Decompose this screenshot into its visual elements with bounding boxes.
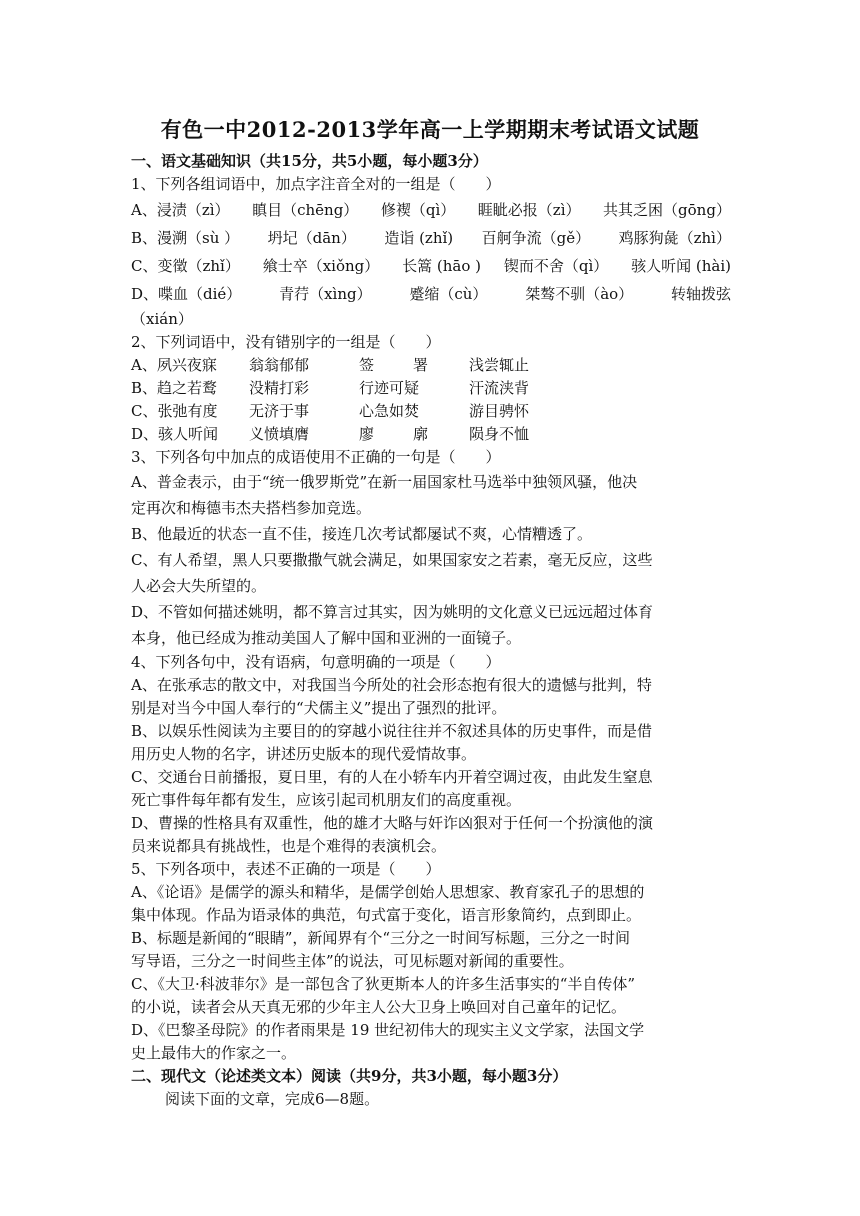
q1-a-item: 共其乏困（gōng） (603, 201, 731, 219)
q2-c-item: 游目骋怀 (469, 402, 530, 420)
q3-line: A、普金表示，由于“统一俄罗斯党”在新一届国家杜马选举中独领风骚，他决 (131, 473, 638, 491)
q2-a-item: 翁翁郁郁 (249, 356, 310, 374)
q4-line: A、在张承志的散文中，对我国当今所处的社会形态抱有很大的遗憾与批判，特 (131, 676, 652, 694)
q1-d-item: D、喋血（dié） (131, 285, 242, 303)
q2-option-a (131, 354, 731, 377)
q4-line: 用历史人物的名字，讲述历史版本的现代爱情故事。 (131, 745, 477, 763)
q1-d-item: 蹙缩（cù） (409, 285, 488, 303)
q4-line: C、交通台日前播报，夏日里，有的人在小轿车内开着空调过夜，由此发生窒息 (131, 768, 653, 786)
q2-stem: 2、下列词语中，没有错别字的一组是（ ） (131, 333, 441, 351)
q5-line: A、《论语》是儒学的源头和精华，是儒学创始人思想家、教育家孔子的思想的 (131, 883, 645, 901)
q2-d-item: 廓 (413, 425, 429, 443)
q2-a-item: 署 (413, 356, 429, 374)
q1-option-d (131, 280, 731, 308)
q1-b-item: 坍圮（dān） (267, 229, 356, 247)
q5-line: B、标题是新闻的“眼睛”，新闻界有个“三分之一时间写标题，三分之一时间 (131, 929, 631, 947)
q1-d-item: 青荇（xìng） (279, 285, 372, 303)
q2-b-item: B、趋之若鹜 (131, 379, 218, 397)
q2-d-item: D、骇人听闻 (131, 425, 219, 443)
q2-d-item: 义愤填膺 (249, 425, 310, 443)
q1-d-item: 转轴拨弦 (670, 285, 731, 303)
section-1-heading: 一、语文基础知识（共15分，共5小题，每小题3分） (131, 152, 488, 170)
q1-c-item: 长篙 (hāo ) (402, 257, 481, 275)
q5-line: C、《大卫·科波菲尔》是一部包含了狄更斯本人的许多生活事实的“半自传体” (131, 975, 636, 993)
q1-b-item: 百舸争流（gě） (481, 229, 591, 247)
exam-title: 有色一中2012-2013学年高一上学期期末考试语文试题 (160, 117, 700, 142)
q4-line: 别是对当今中国人奉行的“犬儒主义”提出了强烈的批评。 (131, 699, 507, 717)
q5-line: 集中体现。作品为语录体的典范，句式富于变化，语言形象简约，点到即止。 (131, 906, 642, 924)
q1-stem: 1、下列各组词语中，加点字注音全对的一组是（ ） (131, 175, 501, 193)
section-2-heading: 二、现代文（论述类文本）阅读（共9分，共3小题，每小题3分） (131, 1067, 568, 1085)
q1-c-item: 骇人听闻 (hài) (631, 257, 731, 275)
q4-line: D、曹操的性格具有双重性，他的雄才大略与奸诈凶狠对于任何一个扮演他的演 (131, 814, 654, 832)
q1-b-item: 鸡豚狗彘（zhì） (618, 229, 731, 247)
q3-line: 定再次和梅德韦杰夫搭档参加竞选。 (131, 499, 372, 517)
q1-b-item: 造诣 (zhǐ) (384, 229, 454, 247)
q1-a-item: A、浸渍（zì） (131, 201, 230, 219)
q2-d-item: 陨身不恤 (469, 425, 530, 443)
q1-c-item: 飨士卒（xiǒng） (262, 257, 380, 275)
q3-line: C、有人希望，黑人只要撒撒气就会满足，如果国家安之若素，毫无反应，这些 (131, 551, 653, 569)
q1-option-b (131, 224, 731, 252)
q3-line: 人必会大失所望的。 (131, 577, 267, 595)
q5-line: D、《巴黎圣母院》的作者雨果是 19 世纪初伟大的现实主义文学家，法国文学 (131, 1021, 645, 1039)
q1-a-item: 睚眦必报（zì） (477, 201, 581, 219)
q2-c-item: 无济于事 (249, 402, 310, 420)
q4-line: B、以娱乐性阅读为主要目的的穿越小说往往并不叙述具体的历史事件，而是借 (131, 722, 653, 740)
q3-stem: 3、下列各句中加点的成语使用不正确的一句是（ ） (131, 448, 501, 466)
q1-a-item: 瞋目（chēng） (252, 201, 359, 219)
q2-d-item: 廖 (359, 425, 375, 443)
q1-c-item: 锲而不舍（qì） (503, 257, 609, 275)
q5-line: 史上最伟大的作家之一。 (131, 1044, 297, 1062)
q4-stem: 4、下列各句中，没有语病，句意明确的一项是（ ） (131, 653, 501, 671)
q1-option-d-tail: （xián） (131, 310, 193, 328)
q2-c-item: 心急如焚 (359, 402, 420, 420)
q1-c-item: C、变徵（zhǐ） (131, 257, 240, 275)
q4-line: 死亡事件每年都有发生，应该引起司机朋友们的高度重视。 (131, 791, 522, 809)
q3-line: B、他最近的状态一直不佳，接连几次考试都屡试不爽，心情糟透了。 (131, 525, 593, 543)
q2-b-item: 没精打彩 (249, 379, 310, 397)
q1-a-item: 修褉（qì） (380, 201, 456, 219)
q4-line: 员来说都具有挑战性，也是个难得的表演机会。 (131, 837, 447, 855)
q1-d-item: 桀骜不驯（ào） (525, 285, 634, 303)
q2-option-b (131, 377, 731, 400)
q1-option-c (131, 252, 731, 280)
section-2-instruction: 阅读下面的文章，完成6—8题。 (165, 1090, 380, 1108)
q2-b-item: 行迹可疑 (359, 379, 420, 397)
q2-a-item: 浅尝辄止 (469, 356, 530, 374)
q2-c-item: C、张弛有度 (131, 402, 218, 420)
q5-stem: 5、下列各项中，表述不正确的一项是（ ） (131, 860, 441, 878)
q1-b-item: B、漫溯（sù ） (131, 229, 240, 247)
q5-line: 写导语，三分之一时间些主体”的说法，可见标题对新闻的重要性。 (131, 952, 574, 970)
q5-line: 的小说，读者会从天真无邪的少年主人公大卫身上唤回对自己童年的记忆。 (131, 998, 627, 1016)
q2-option-d (131, 423, 731, 446)
q3-line: 本身，他已经成为推动美国人了解中国和亚洲的一面镜子。 (131, 629, 522, 647)
q2-option-c (131, 400, 731, 423)
exam-content (131, 150, 731, 1111)
q2-a-item: 签 (359, 356, 375, 374)
q2-b-item: 汗流浃背 (469, 379, 530, 397)
q3-line: D、不管如何描述姚明，都不算言过其实，因为姚明的文化意义已远远超过体育 (131, 603, 654, 621)
q1-option-a (131, 196, 731, 224)
q2-a-item: A、夙兴夜寐 (131, 356, 217, 374)
